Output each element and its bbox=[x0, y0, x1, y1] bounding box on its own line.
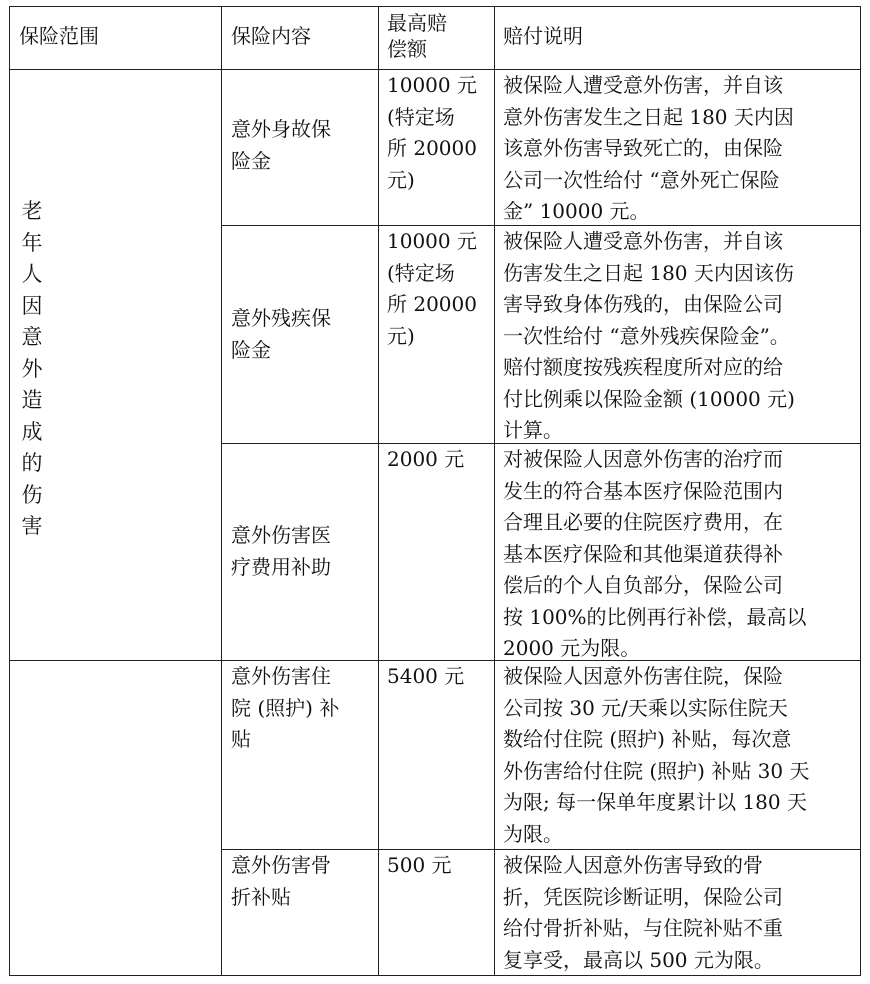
row-description: 被保险人因意外伤害住院，保险 公司按 30 元/天乘以实际住院天 数给付住院 (照护) 补贴，每次意 外伤害给付住院 (照护) 补贴 30 天 为限; 每一保单年度累计以 180 天 为限。 bbox=[503, 664, 810, 846]
row-description: 被保险人遭受意外伤害，并自该 伤害发生之日起 180 天内因该伤 害导致身体伤残的，由保险公司 一次性给付 “意外残疾保险金”。 赔付额度按残疾程度所对应的给 付比例乘以保险金额 (10000 元) 计算。 bbox=[503, 229, 795, 442]
header-scope: 保险范围 bbox=[19, 24, 99, 48]
row-description: 被保险人遭受意外伤害，并自该 意外伤害发生之日起 180 天内因 该意外伤害导致死亡的，由保险 公司一次性给付 “意外死亡保险 金” 10000 元。 bbox=[503, 73, 794, 223]
row-amount: 2000 元 bbox=[387, 447, 465, 471]
header-content: 保险内容 bbox=[231, 24, 311, 48]
row-amount: 10000 元 (特定场 所 20000 元) bbox=[387, 229, 477, 348]
table-border-right bbox=[860, 6, 861, 976]
row-item: 意外伤害医 疗费用补助 bbox=[231, 523, 331, 579]
row-item: 意外残疾保 险金 bbox=[231, 306, 331, 362]
group-label: 老 年 人 因 意 外 造 成 的 伤 害 bbox=[21, 199, 43, 538]
row-item: 意外身故保 险金 bbox=[231, 117, 331, 173]
row-amount: 500 元 bbox=[387, 853, 452, 877]
row-description: 对被保险人因意外伤害的治疗而 发生的符合基本医疗保险范围内 合理且必要的住院医疗费用，在 基本医疗保险和其他渠道获得补 偿后的个人自负部分，保险公司 按 100%的比例再行补偿，最高以 2000 元为限。 bbox=[503, 447, 807, 660]
row-amount: 5400 元 bbox=[387, 664, 465, 688]
column-divider bbox=[378, 6, 379, 976]
row-item: 意外伤害住 院 (照护) 补 贴 bbox=[231, 664, 340, 751]
row-item: 意外伤害骨 折补贴 bbox=[231, 853, 331, 909]
table-border-top bbox=[9, 6, 861, 7]
header-description: 赔付说明 bbox=[503, 24, 583, 48]
header-max-amount: 最高赔 偿额 bbox=[387, 11, 447, 61]
column-divider bbox=[221, 6, 222, 976]
row-amount: 10000 元 (特定场 所 20000 元) bbox=[387, 73, 477, 192]
table-border-left bbox=[9, 6, 10, 976]
row-description: 被保险人因意外伤害导致的骨 折，凭医院诊断证明，保险公司 给付骨折补贴，与住院补贴不重 复享受，最高以 500 元为限。 bbox=[503, 853, 783, 972]
column-divider bbox=[494, 6, 495, 976]
insurance-table bbox=[9, 6, 861, 976]
